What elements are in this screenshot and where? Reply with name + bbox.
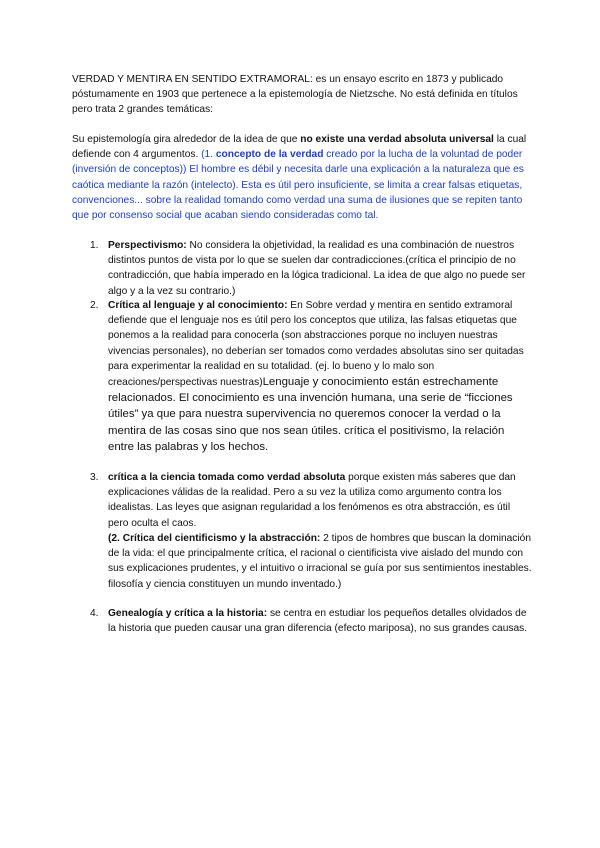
list-item (90, 470, 533, 531)
intro-paragraph (72, 72, 532, 118)
intro-text: VERDAD Y MENTIRA EN SENTIDO EXTRAMORAL: es un ensayo escrito en 1873 y publicado póstumamente en 1903 que pertenece a la epistemología de Nietzsche. No está definida en títulos pero trata 2 grandes temáticas: (72, 74, 518, 116)
item-text: se centra en estudiar los pequeños detalles olvidados de la historia que pueden causar una gran diferencia (efecto mariposa), no sus grandes causas. (108, 608, 528, 635)
list-item (90, 298, 533, 455)
item-text: En Sobre verdad y mentira en sentido extramoral defiende que el lenguaje nos es útil pero los conceptos que utiliza, las falsas etiquetas que ponemos a la realidad para conocerla (son abstracciones porque no incluyen nuestras vivencias personales), no deberían ser tomados como verdades absolutas sino ser quitadas para experimentar la realidad en su totalidad. (ej. lo bueno y lo malo son creaciones/perspectivas nuestras) (108, 300, 524, 389)
item-text-large: Lenguaje y conocimiento están estrechamente relacionados. El conocimiento es una invención humana, una serie de “ficciones útiles” ya que para nuestra supervivencia no queremos conocer la verdad o la mentira de las cosas sino que nos sean útiles. crítica el positivismo, la relación entre las palabras y los hechos. (108, 376, 513, 453)
para-text-a: Su epistemología gira alrededor de la idea de que (72, 134, 301, 145)
sub-item-title: (2. Crítica del cientificismo y la abstracción: (108, 533, 321, 544)
item-title: crítica a la ciencia tomada como verdad absoluta (108, 472, 346, 483)
list-number: 2. (90, 300, 99, 311)
item-title: Perspectivismo: (108, 240, 187, 251)
item-title: Crítica al lenguaje y al conocimiento: (108, 300, 288, 311)
item-text: No considera la objetividad, la realidad es una combinación de nuestros distintos puntos de vista por lo que se suelen dar contradicciones.(crítica el principio de no contradicción, que había imperado en la lógica tradicional. La idea de que algo no puede ser algo y a la vez su contrario.) (108, 240, 526, 297)
para-blue-bold: concepto de la verdad (215, 149, 324, 161)
sub-item-text: 2 tipos de hombres que buscan la dominación de la vida: el que principalmente crítica, el racional o cientificista vive aislado del mundo con sus explicaciones prudentes, y el intuitivo o irracional se guía por sus sentimientos inestables. filosofía y ciencia constituyen un mundo inventado.) (108, 533, 532, 590)
para-text-b: la cual defiende con 4 argumentos. (72, 134, 527, 161)
epistemology-paragraph (72, 132, 532, 223)
para-bold-a: no existe una verdad absoluta universal (300, 134, 494, 145)
list-number: 3. (90, 472, 99, 483)
para-blue-b: creado por la lucha de la voluntad de poder (inversión de conceptos)) El hombre es débil y necesita darle una explicación a la naturaleza que es caótica mediante la razón (intelecto). Esta es útil pero insuficiente, se limita a crear falsas etiquetas, convenciones... sobre la realidad tomando como verdad una suma de ilusiones que se repiten tanto que por consenso social que acaban siendo consideradas como tal. (72, 149, 524, 222)
para-blue-a: (1. (201, 149, 216, 161)
list-number: 1. (90, 240, 99, 251)
item-title: Genealogía y crítica a la historia: (108, 608, 268, 619)
list-item (90, 238, 533, 299)
list-item (90, 606, 533, 636)
list-number: 4. (90, 608, 99, 619)
item-text: porque existen más saberes que dan explicaciones válidas de la realidad. Pero a su vez la utiliza como argumento contra los idealistas. Las leyes que asignan regularidad a los fenómenos es otra abstracción, es útil pero oculta el caos. (108, 472, 516, 529)
sub-item (108, 531, 533, 592)
